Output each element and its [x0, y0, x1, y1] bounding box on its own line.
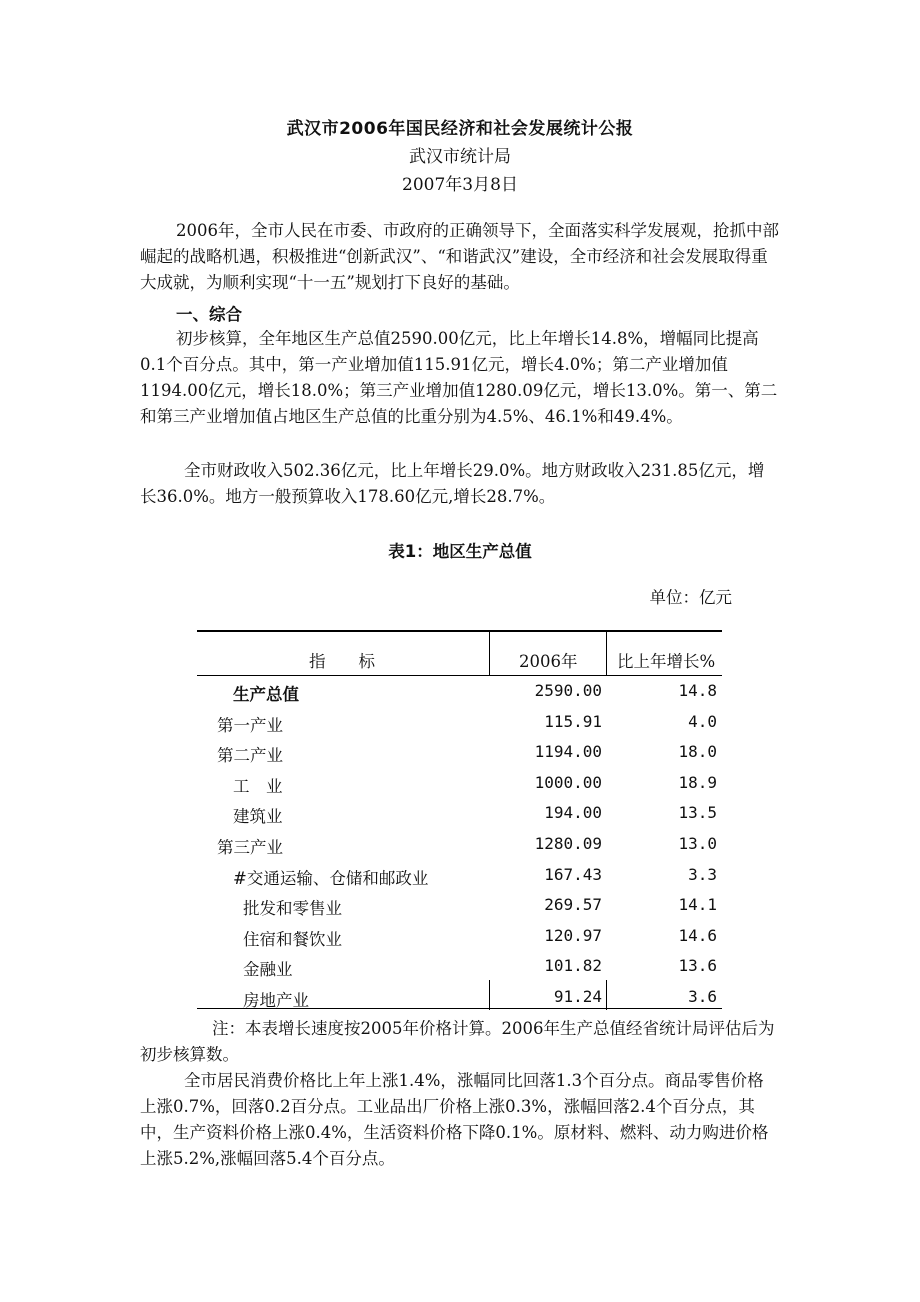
- table-note: 注：本表增长速度按2005年价格计算。2006年生产总值经省统计局评估后为初步核算数。: [140, 1019, 775, 1064]
- intro-paragraph: 2006年，全市人民在市委、市政府的正确领导下，全面落实科学发展观，抢抓中部崛起的战略机遇，积极推进“创新武汉”、“和谐武汉”建设，全市经济和社会发展取得重大成就，为顺利实现“十一五”规划打下良好的基础。: [140, 221, 779, 292]
- column-header-growth: 比上年增长%: [617, 652, 716, 671]
- summary-paragraph-gdp: 初步核算，全年地区生产总值2590.00亿元，比上年增长14.8%，增幅同比提高0.1个百分点。其中，第一产业增加值115.91亿元，增长4.0%；第二产业增加值1194.00亿元，增长18.0%；第三产业增加值1280.09亿元，增长13.0%。第一、第二和第三产业增加值占地区生产总值的比重分别为4.5%、46.1%和49.4%。: [140, 329, 778, 426]
- row-value-2006: 120.97: [544, 925, 602, 945]
- table-row: [197, 773, 722, 803]
- row-indicator: 第一产业: [217, 715, 283, 735]
- row-growth: 18.9: [678, 772, 717, 792]
- column-header-indicator: 指 标: [309, 652, 375, 671]
- column-header-year: 2006年: [519, 652, 578, 671]
- table-row: [197, 987, 722, 1017]
- table-row: [197, 742, 722, 772]
- row-value-2006: 1194.00: [534, 742, 602, 762]
- row-indicator: #交通运输、仓储和邮政业: [233, 868, 429, 888]
- report-date: 2007年3月8日: [402, 175, 518, 195]
- row-indicator: 生产总值: [233, 685, 299, 704]
- row-growth: 13.0: [678, 834, 717, 853]
- row-growth: 14.8: [678, 681, 717, 700]
- row-growth: 18.0: [678, 742, 717, 762]
- table-row: [197, 712, 722, 742]
- row-indicator: 住宿和餐饮业: [243, 929, 342, 949]
- row-indicator: 建筑业: [233, 807, 283, 827]
- row-value-2006: 167.43: [544, 864, 602, 884]
- table-row: [197, 895, 722, 925]
- row-indicator: 工 业: [233, 776, 283, 796]
- table-row: [197, 956, 722, 986]
- table-column-divider: [489, 630, 490, 675]
- row-growth: 3.3: [688, 864, 717, 884]
- prices-paragraph: 全市居民消费价格比上年上涨1.4%，涨幅同比回落1.3个百分点。商品零售价格上涨0.7%，回落0.2百分点。工业品出厂价格上涨0.3%，涨幅回落2.4个百分点，其中，生产资料价格上涨0.4%，生活资料价格下降0.1%。原材料、燃料、动力购进价格上涨5.2%,涨幅回落5.4个百分点。: [140, 1071, 769, 1168]
- row-indicator: 批发和零售业: [243, 899, 342, 919]
- table-header-rule: [197, 675, 722, 676]
- row-growth: 3.6: [688, 987, 717, 1006]
- row-growth: 14.6: [678, 925, 717, 945]
- row-value-2006: 269.57: [544, 895, 602, 915]
- table-row: [197, 681, 722, 711]
- row-growth: 13.6: [678, 956, 717, 976]
- row-growth: 4.0: [688, 711, 717, 731]
- row-indicator: 第三产业: [217, 838, 283, 857]
- section-heading-summary: 一、综合: [176, 305, 242, 324]
- row-value-2006: 91.24: [553, 987, 602, 1006]
- table-top-rule: [197, 630, 722, 632]
- table-title: 表1：地区生产总值: [388, 542, 532, 561]
- report-title: 武汉市2006年国民经济和社会发展统计公报: [286, 119, 634, 139]
- table-column-divider: [606, 630, 607, 675]
- row-value-2006: 2590.00: [534, 681, 602, 700]
- row-value-2006: 194.00: [544, 803, 602, 823]
- table-row: [197, 926, 722, 956]
- row-indicator: 房地产业: [243, 991, 309, 1010]
- table-row: [197, 834, 722, 864]
- row-growth: 14.1: [678, 895, 717, 915]
- issuer: 武汉市统计局: [409, 147, 511, 167]
- summary-paragraph-fiscal: 全市财政收入502.36亿元，比上年增长29.0%。地方财政收入231.85亿元，增长36.0%。地方一般预算收入178.60亿元,增长28.7%。: [140, 461, 765, 506]
- row-value-2006: 115.91: [544, 711, 602, 731]
- table-row: [197, 803, 722, 833]
- row-indicator: 第二产业: [217, 746, 283, 766]
- row-indicator: 金融业: [243, 960, 293, 980]
- row-value-2006: 101.82: [544, 956, 602, 976]
- table-unit: 单位：亿元: [649, 588, 732, 607]
- row-value-2006: 1000.00: [534, 772, 602, 792]
- row-value-2006: 1280.09: [534, 834, 602, 853]
- table-row: [197, 865, 722, 895]
- row-growth: 13.5: [678, 803, 717, 823]
